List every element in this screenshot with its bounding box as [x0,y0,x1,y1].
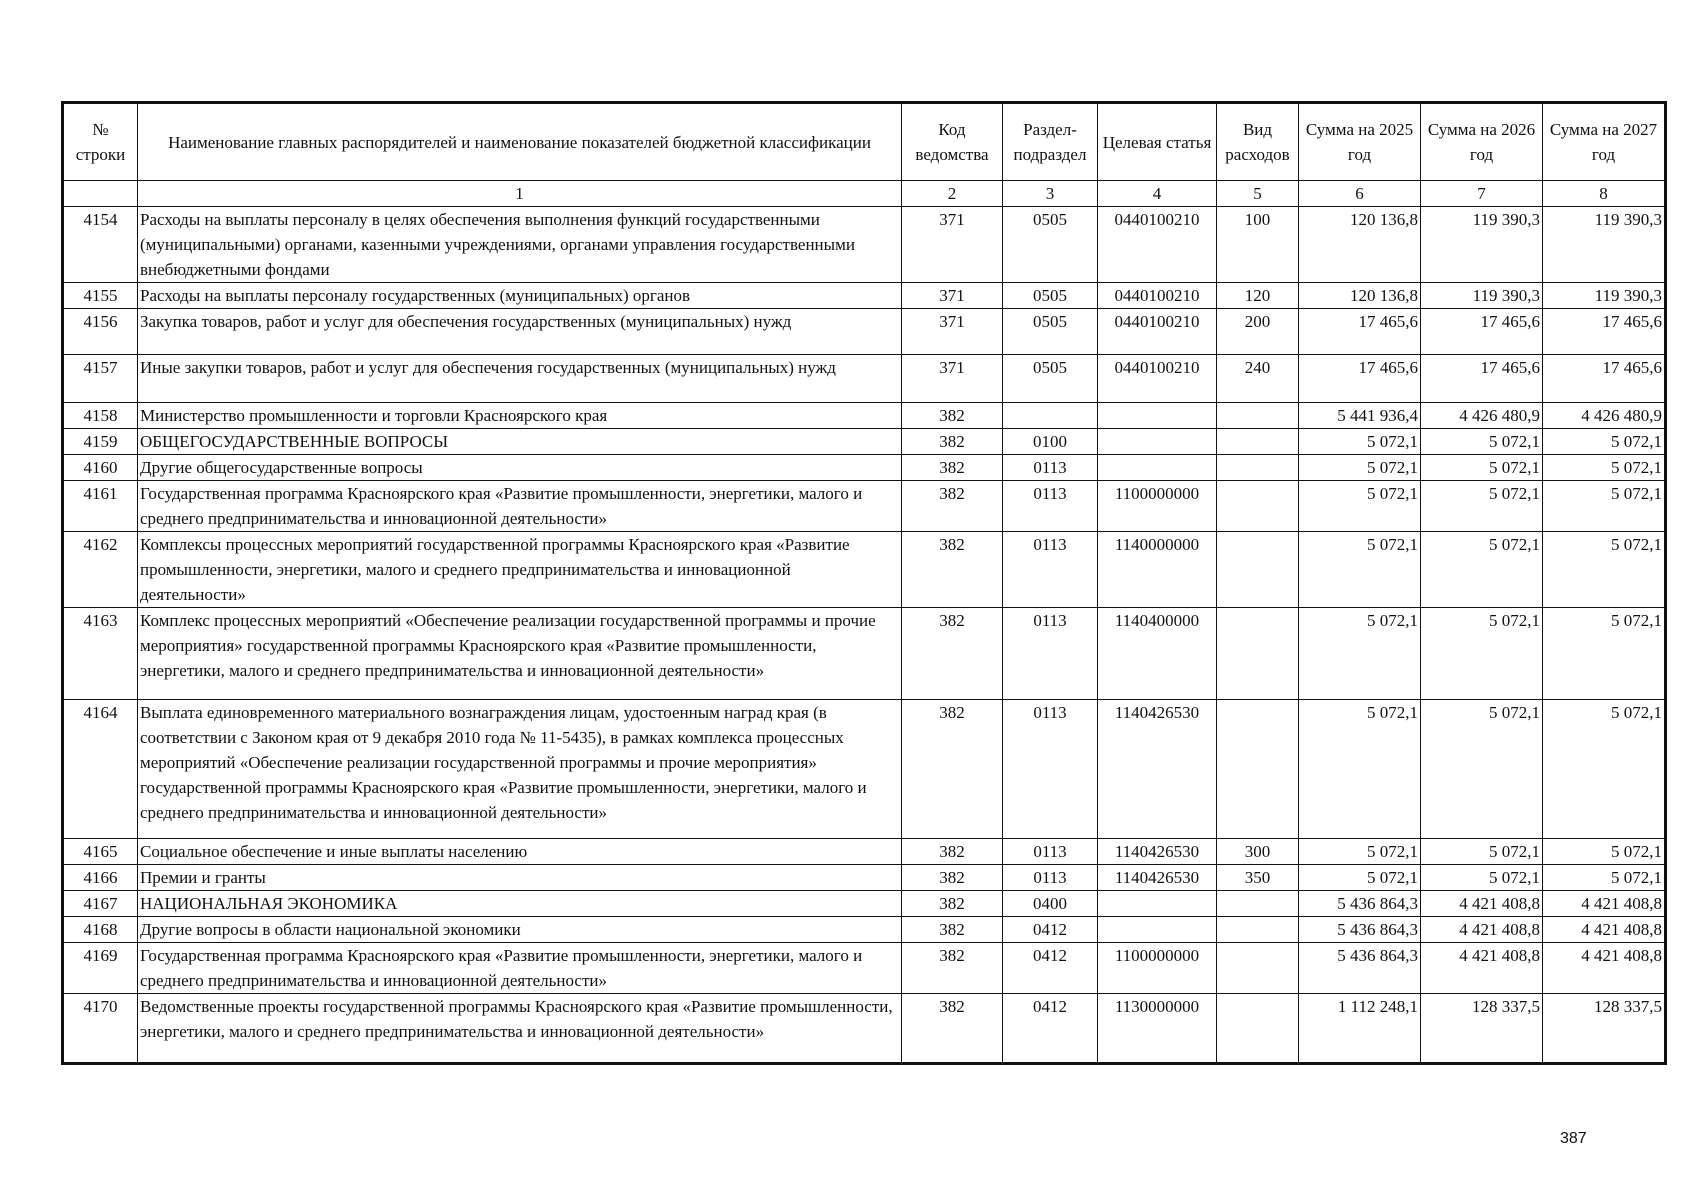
budget-table [61,101,1667,1065]
section-code: 0113 [1003,700,1098,839]
expense-type [1217,700,1299,839]
section-code [1003,403,1098,429]
sum-2026: 5 072,1 [1421,700,1543,839]
header-expense-type: Вид расходов [1217,103,1299,181]
expense-type: 240 [1217,355,1299,403]
expense-type [1217,481,1299,532]
table-body [63,207,1666,1064]
sum-2027: 128 337,5 [1543,994,1666,1064]
sum-2027: 17 465,6 [1543,355,1666,403]
target-article: 1140000000 [1098,532,1217,608]
sum-2026: 4 421 408,8 [1421,917,1543,943]
header-name: Наименование главных распорядителей и наименование показателей бюджетной классификации [138,103,902,181]
row-name: Комплекс процессных мероприятий «Обеспечение реализации государственной программы и прочие мероприятия» государственной программы Красноярского края «Развитие промышленности, энергетики, малого и среднего предпринимательства и инновационной деятельности» [138,608,902,700]
target-article: 1140400000 [1098,608,1217,700]
row-number: 4155 [63,283,138,309]
section-code: 0505 [1003,355,1098,403]
department-code: 382 [902,481,1003,532]
section-code: 0505 [1003,283,1098,309]
row-number: 4164 [63,700,138,839]
table-row [63,481,1666,532]
expense-type: 300 [1217,839,1299,865]
row-name: Социальное обеспечение и иные выплаты населению [138,839,902,865]
column-number: 6 [1299,181,1421,207]
row-number: 4168 [63,917,138,943]
table-row [63,917,1666,943]
department-code: 382 [902,943,1003,994]
section-code: 0412 [1003,994,1098,1064]
row-number: 4165 [63,839,138,865]
row-number: 4166 [63,865,138,891]
row-name: Расходы на выплаты персоналу в целях обеспечения выполнения функций государственными (муниципальными) органами, казенными учреждениями, органами управления государственными внебюджетными фондами [138,207,902,283]
table-row [63,403,1666,429]
row-name: Иные закупки товаров, работ и услуг для обеспечения государственных (муниципальных) нужд [138,355,902,403]
row-number: 4157 [63,355,138,403]
expense-type: 120 [1217,283,1299,309]
sum-2025: 120 136,8 [1299,207,1421,283]
table-row [63,891,1666,917]
sum-2027: 4 421 408,8 [1543,943,1666,994]
sum-2025: 5 441 936,4 [1299,403,1421,429]
sum-2025: 5 436 864,3 [1299,917,1421,943]
sum-2025: 5 072,1 [1299,429,1421,455]
table-row [63,455,1666,481]
target-article: 1100000000 [1098,943,1217,994]
department-code: 382 [902,700,1003,839]
table-row [63,429,1666,455]
row-name: Комплексы процессных мероприятий государственной программы Красноярского края «Развитие промышленности, энергетики, малого и среднего предпринимательства и инновационной деятельности» [138,532,902,608]
sum-2027: 5 072,1 [1543,608,1666,700]
sum-2025: 17 465,6 [1299,355,1421,403]
sum-2026: 128 337,5 [1421,994,1543,1064]
section-code: 0412 [1003,917,1098,943]
department-code: 382 [902,891,1003,917]
row-name: НАЦИОНАЛЬНАЯ ЭКОНОМИКА [138,891,902,917]
sum-2026: 5 072,1 [1421,865,1543,891]
sum-2025: 5 072,1 [1299,455,1421,481]
expense-type: 350 [1217,865,1299,891]
expense-type [1217,994,1299,1064]
row-number: 4158 [63,403,138,429]
row-name: Государственная программа Красноярского края «Развитие промышленности, энергетики, малого и среднего предпринимательства и инновационной деятельности» [138,481,902,532]
row-number: 4160 [63,455,138,481]
row-number: 4167 [63,891,138,917]
sum-2027: 5 072,1 [1543,865,1666,891]
row-name: Министерство промышленности и торговли Красноярского края [138,403,902,429]
header-department-code: Код ведомства [902,103,1003,181]
target-article: 0440100210 [1098,309,1217,355]
expense-type [1217,917,1299,943]
department-code: 382 [902,865,1003,891]
sum-2026: 119 390,3 [1421,207,1543,283]
column-number: 3 [1003,181,1098,207]
target-article: 1140426530 [1098,839,1217,865]
sum-2027: 119 390,3 [1543,207,1666,283]
department-code: 382 [902,994,1003,1064]
row-number: 4154 [63,207,138,283]
target-article: 0440100210 [1098,283,1217,309]
section-code: 0113 [1003,532,1098,608]
sum-2026: 5 072,1 [1421,608,1543,700]
row-name: Расходы на выплаты персоналу государственных (муниципальных) органов [138,283,902,309]
row-name: Премии и гранты [138,865,902,891]
sum-2025: 5 436 864,3 [1299,943,1421,994]
section-code: 0100 [1003,429,1098,455]
row-number: 4169 [63,943,138,994]
section-code: 0400 [1003,891,1098,917]
department-code: 382 [902,608,1003,700]
department-code: 382 [902,403,1003,429]
row-name: Другие общегосударственные вопросы [138,455,902,481]
expense-type: 100 [1217,207,1299,283]
table-row [63,839,1666,865]
table-row [63,943,1666,994]
header-sum-2027: Сумма на 2027 год [1543,103,1666,181]
table-row [63,700,1666,839]
sum-2027: 119 390,3 [1543,283,1666,309]
department-code: 371 [902,207,1003,283]
sum-2026: 4 421 408,8 [1421,891,1543,917]
expense-type: 200 [1217,309,1299,355]
row-name: Закупка товаров, работ и услуг для обеспечения государственных (муниципальных) нужд [138,309,902,355]
target-article [1098,403,1217,429]
target-article [1098,891,1217,917]
row-name: Государственная программа Красноярского края «Развитие промышленности, энергетики, малого и среднего предпринимательства и инновационной деятельности» [138,943,902,994]
expense-type [1217,455,1299,481]
row-name: Ведомственные проекты государственной программы Красноярского края «Развитие промышленности, энергетики, малого и среднего предпринимательства и инновационной деятельности» [138,994,902,1064]
sum-2025: 5 072,1 [1299,532,1421,608]
target-article: 0440100210 [1098,207,1217,283]
sum-2025: 5 072,1 [1299,608,1421,700]
sum-2025: 5 072,1 [1299,481,1421,532]
sum-2027: 5 072,1 [1543,532,1666,608]
table-row [63,309,1666,355]
sum-2026: 119 390,3 [1421,283,1543,309]
sum-2027: 4 421 408,8 [1543,917,1666,943]
column-number: 5 [1217,181,1299,207]
sum-2026: 5 072,1 [1421,532,1543,608]
target-article: 1140426530 [1098,865,1217,891]
column-number: 4 [1098,181,1217,207]
table-row [63,283,1666,309]
expense-type [1217,608,1299,700]
header-row-number: № строки [63,103,138,181]
target-article: 1130000000 [1098,994,1217,1064]
header-row [63,103,1666,181]
table-row [63,355,1666,403]
department-code: 382 [902,429,1003,455]
table-row [63,608,1666,700]
row-number: 4159 [63,429,138,455]
row-number: 4163 [63,608,138,700]
row-name: ОБЩЕГОСУДАРСТВЕННЫЕ ВОПРОСЫ [138,429,902,455]
sum-2026: 4 426 480,9 [1421,403,1543,429]
section-code: 0113 [1003,865,1098,891]
expense-type [1217,429,1299,455]
section-code: 0505 [1003,207,1098,283]
header-sum-2026: Сумма на 2026 год [1421,103,1543,181]
sum-2027: 5 072,1 [1543,481,1666,532]
column-number-empty [63,181,138,207]
column-number: 2 [902,181,1003,207]
row-number: 4170 [63,994,138,1064]
sum-2026: 5 072,1 [1421,481,1543,532]
sum-2025: 120 136,8 [1299,283,1421,309]
sum-2027: 4 426 480,9 [1543,403,1666,429]
section-code: 0412 [1003,943,1098,994]
department-code: 382 [902,917,1003,943]
department-code: 382 [902,455,1003,481]
target-article: 1100000000 [1098,481,1217,532]
section-code: 0113 [1003,481,1098,532]
expense-type [1217,891,1299,917]
header-target-article: Целевая статья [1098,103,1217,181]
target-article [1098,455,1217,481]
sum-2025: 5 436 864,3 [1299,891,1421,917]
sum-2025: 5 072,1 [1299,700,1421,839]
table-row [63,207,1666,283]
department-code: 382 [902,532,1003,608]
target-article [1098,429,1217,455]
column-number: 1 [138,181,902,207]
sum-2026: 17 465,6 [1421,309,1543,355]
sum-2027: 17 465,6 [1543,309,1666,355]
sum-2026: 4 421 408,8 [1421,943,1543,994]
sum-2027: 5 072,1 [1543,700,1666,839]
row-number: 4162 [63,532,138,608]
section-code: 0113 [1003,839,1098,865]
section-code: 0113 [1003,455,1098,481]
section-code: 0113 [1003,608,1098,700]
row-name: Другие вопросы в области национальной экономики [138,917,902,943]
sum-2025: 1 112 248,1 [1299,994,1421,1064]
expense-type [1217,532,1299,608]
expense-type [1217,943,1299,994]
sum-2026: 5 072,1 [1421,429,1543,455]
table-row [63,865,1666,891]
sum-2025: 17 465,6 [1299,309,1421,355]
department-code: 382 [902,839,1003,865]
row-number: 4156 [63,309,138,355]
section-code: 0505 [1003,309,1098,355]
sum-2026: 17 465,6 [1421,355,1543,403]
column-number: 7 [1421,181,1543,207]
target-article: 1140426530 [1098,700,1217,839]
department-code: 371 [902,283,1003,309]
column-number-row [63,181,1666,207]
target-article [1098,917,1217,943]
header-sum-2025: Сумма на 2025 год [1299,103,1421,181]
row-name: Выплата единовременного материального вознаграждения лицам, удостоенным наград края (в соответствии с Законом края от 9 декабря 2010 года № 11-5435), в рамках комплекса процессных мероприятий «Обеспечение реализации государственной программы и прочие мероприятия» государственной программы Красноярского края «Развитие промышленности, энергетики, малого и среднего предпринимательства и инновационной деятельности» [138,700,902,839]
header-section: Раздел-подраздел [1003,103,1098,181]
column-number: 8 [1543,181,1666,207]
sum-2027: 4 421 408,8 [1543,891,1666,917]
page-number: 387 [1560,1130,1587,1147]
department-code: 371 [902,309,1003,355]
sum-2025: 5 072,1 [1299,865,1421,891]
sum-2026: 5 072,1 [1421,455,1543,481]
sum-2025: 5 072,1 [1299,839,1421,865]
sum-2027: 5 072,1 [1543,455,1666,481]
target-article: 0440100210 [1098,355,1217,403]
department-code: 371 [902,355,1003,403]
sum-2027: 5 072,1 [1543,839,1666,865]
sum-2027: 5 072,1 [1543,429,1666,455]
table-row [63,994,1666,1064]
table-row [63,532,1666,608]
expense-type [1217,403,1299,429]
sum-2026: 5 072,1 [1421,839,1543,865]
row-number: 4161 [63,481,138,532]
